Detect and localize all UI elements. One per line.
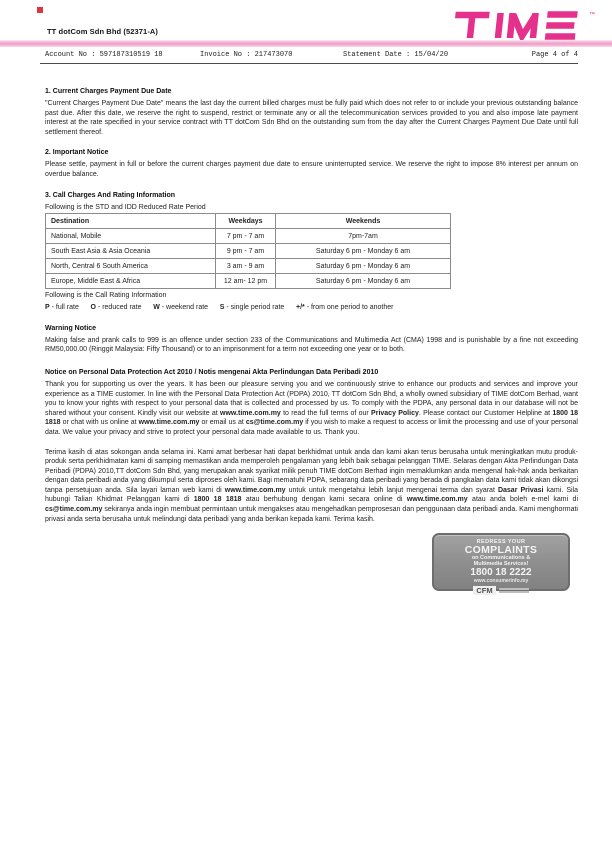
- rating-legend: [45, 303, 578, 313]
- text-segment: Dasar Privasi: [497, 486, 544, 494]
- badge-line-complaints: COMPLAINTS: [464, 544, 538, 557]
- section-3-title: 3. Call Charges And Rating Information: [45, 191, 176, 199]
- text-segment: kami. Sila hubungi Talian Khidmat Pelanggan kami di: [45, 486, 578, 504]
- table-header-row: [46, 214, 451, 229]
- document-corner-mark: [37, 7, 43, 13]
- table-cell: Saturday 6 pm - Monday 6 am: [276, 244, 451, 259]
- document-body: [45, 88, 578, 596]
- column-header-destination: Destination: [46, 214, 216, 229]
- column-header-weekends: Weekends: [276, 214, 451, 229]
- table-row: [46, 259, 451, 274]
- text-segment: or email us at: [199, 419, 246, 427]
- text-segment: 1800 18 1818: [193, 496, 242, 504]
- text-segment: W: [153, 303, 160, 311]
- column-header-weekdays: Weekdays: [216, 214, 276, 229]
- page-indicator: Page 4 of 4: [531, 51, 578, 59]
- section-1-title: 1. Current Charges Payment Due Date: [45, 88, 172, 95]
- text-segment: atau berhubung dengan kami secara online di: [241, 496, 407, 504]
- text-segment: or chat with us online at: [60, 419, 139, 427]
- table-cell: Saturday 6 pm - Monday 6 am: [276, 274, 451, 289]
- invoice-number: Invoice No : 217473070: [200, 51, 293, 59]
- account-info-bar: [40, 49, 578, 64]
- text-segment: 1800 18 1818: [45, 409, 578, 427]
- text-segment: www.time.com.my: [224, 486, 286, 494]
- text-segment: Terima kasih di atas sokongan anda selama ini. Kami amat berbesar hati dapat berkhidmat untuk anda dan kami akan terus berusaha untuk meningkatkan mutu produk-produk serta perkhidmatan kami di samping memastikan anda memperoleh pengalaman yang lebih baik sebagai pelanggan TIME. Selaras dengan Akta Perlindungan Data Peribadi (PDPA) 2010,TT dotCom Sdn Bhd, yang merupakan anak syarikat milik penuh TIME dotCom Berhad ingin memaklumkan anda mengenal hak-hak anda berkaitan dengan data peribadi anda yang dikumpul serta diproses oleh kami. Bagi mematuhi PDPA, sebarang data peribadi yang berada di pangkalan data kami tidak akan dikongsi tanpa persetujuan anda. Sila layari laman web kami di: [45, 448, 578, 494]
- badge-line-redress: REDRESS YOUR: [476, 539, 526, 546]
- text-segment: www.time.com.my: [138, 419, 200, 427]
- badge-phone-number: 1800 18 2222: [470, 567, 532, 579]
- table-cell: North, Central 6 South America: [46, 259, 216, 274]
- table-row: [46, 274, 451, 289]
- warning-notice-paragraph: Making false and prank calls to 999 is an offence under section 233 of the Communications and Multimedia Act (CMA) 1998 and is punishable by a fine not exceeding RM50,000.00 (Ringgit Malaysia: Fifty Thousand) or to an imprisonment for a term not exceeding one year or to both.: [45, 336, 578, 354]
- table-cell: 7 pm - 7 am: [216, 229, 276, 244]
- text-segment: Privacy Policy: [371, 409, 419, 417]
- text-segment: untuk untuk mengetahui lebih lanjut mengenai terma dan syarat: [285, 486, 498, 494]
- table-cell: National, Mobile: [46, 229, 216, 244]
- table-cell: Saturday 6 pm - Monday 6 am: [276, 259, 451, 274]
- cfm-logo: CFM: [473, 586, 495, 595]
- section-2-title: 2. Important Notice: [45, 149, 109, 157]
- cfm-logo-row: [434, 586, 568, 595]
- trademark-symbol: ™: [589, 12, 595, 18]
- cfm-badge-row: [45, 533, 578, 596]
- text-segment: sekiranya anda ingin membuat permintaan untuk mengakses atau mengehadkan pemprosesan dan penggunaan data peribadi anda. Kami menghormati privasi anda serta berusaha untuk melindungi data peribadi yang anda berikan kepada kami. Terima kasih.: [45, 506, 578, 523]
- table-cell: 9 pm - 7 am: [216, 244, 276, 259]
- text-segment: Thank you for supporting us over the years. It has been our pleasure serving you and we continuously strive to enhance our products and services and improve your experience as a TIME customer. In line with the Personal Data Protection Act (PDPA) 2010, TT dotCom Sdn Bhd, a wholly owned subsidiary of TIME dotCom Berhad, want you to know your rights with respect to your personal data that is collected and processed by us. To comply with the PDPA, any personal data in our database will not be shared without your consent. Kindly visit our website at: [45, 380, 578, 417]
- header-pink-band: [0, 40, 612, 47]
- pdpa-title: Notice on Personal Data Protection Act 2010 / Notis mengenai Akta Perlindungan Data Peribadi 2010: [45, 368, 379, 376]
- text-segment: +/*: [295, 303, 305, 311]
- warning-notice-title: Warning Notice: [45, 324, 97, 332]
- text-segment: www.time.com.my: [406, 496, 468, 504]
- reduced-rate-table: [45, 213, 451, 289]
- text-segment: - full rate: [49, 303, 91, 311]
- table-cell: South East Asia & Asia Oceania: [46, 244, 216, 259]
- text-segment: to read the full terms of our: [280, 409, 372, 417]
- table-cell: Europe, Middle East & Africa: [46, 274, 216, 289]
- text-segment: - weekend rate: [159, 303, 220, 311]
- account-number: Account No : 597187310519 18: [45, 51, 163, 59]
- text-segment: - single period rate: [224, 303, 296, 311]
- text-segment: - from one period to another: [304, 303, 394, 311]
- table-row: [46, 244, 451, 259]
- text-segment: O: [90, 303, 96, 311]
- cfm-complaints-badge: [432, 533, 570, 596]
- text-segment: - reduced rate: [95, 303, 154, 311]
- company-name: TT dotCom Sdn Bhd (52371-A): [47, 27, 159, 36]
- text-segment: S: [219, 303, 225, 311]
- text-segment: . Please contact our Customer Helpline at: [418, 409, 553, 417]
- text-segment: if you wish to make a request to access or limit the processing and use of your personal data. We value your privacy and strive to protect your personal data made available to us. Thank you.: [45, 419, 578, 436]
- badge-line-communications: on Communications &: [471, 555, 531, 562]
- rate-table-intro: Following is the STD and IDD Reduced Rate Period: [45, 203, 206, 211]
- cfm-caption-lines: [499, 588, 529, 593]
- badge-line-multimedia: Multimedia Services!: [473, 561, 529, 568]
- table-cell: 3 am - 9 am: [216, 259, 276, 274]
- table-cell: 7pm-7am: [276, 229, 451, 244]
- section-1-paragraph: "Current Charges Payment Due Date" means the last day the current billed charges must be fully paid which does not refer to or include your previous outstanding balance past due. After this date, we reserve the right to suspend, restrict or terminate any or all the telecommunication services provided to you and also impose late payment interest at the rate specified in your service contract with TT dotCom Sdn Bhd on the outstanding sum from the day after the Current Charges Payment Due Date until full settlement thereof.: [45, 100, 578, 136]
- statement-date: Statement Date : 15/04/20: [343, 51, 449, 59]
- text-segment: P: [45, 303, 50, 311]
- text-segment: cs@time.com.my: [245, 419, 304, 427]
- pdpa-english-paragraph: [45, 380, 578, 438]
- table-cell: 12 am- 12 pm: [216, 274, 276, 289]
- pdpa-malay-paragraph: [45, 448, 578, 525]
- rating-info-intro: Following is the Call Rating Information: [45, 292, 167, 300]
- text-segment: www.time.com.my: [220, 409, 281, 417]
- table-row: [46, 229, 451, 244]
- text-segment: cs@time.com.my: [45, 506, 103, 514]
- text-segment: atau anda boleh e-mel kami di: [467, 496, 578, 504]
- badge-url: www.consumerinfo.my: [473, 578, 529, 585]
- section-2-paragraph: Please settle, payment in full or before the current charges payment due date to ensure uninterrupted service. We reserve the right to impose 8% interest per annum on overdue balance.: [45, 161, 578, 178]
- time-logo: [446, 9, 598, 40]
